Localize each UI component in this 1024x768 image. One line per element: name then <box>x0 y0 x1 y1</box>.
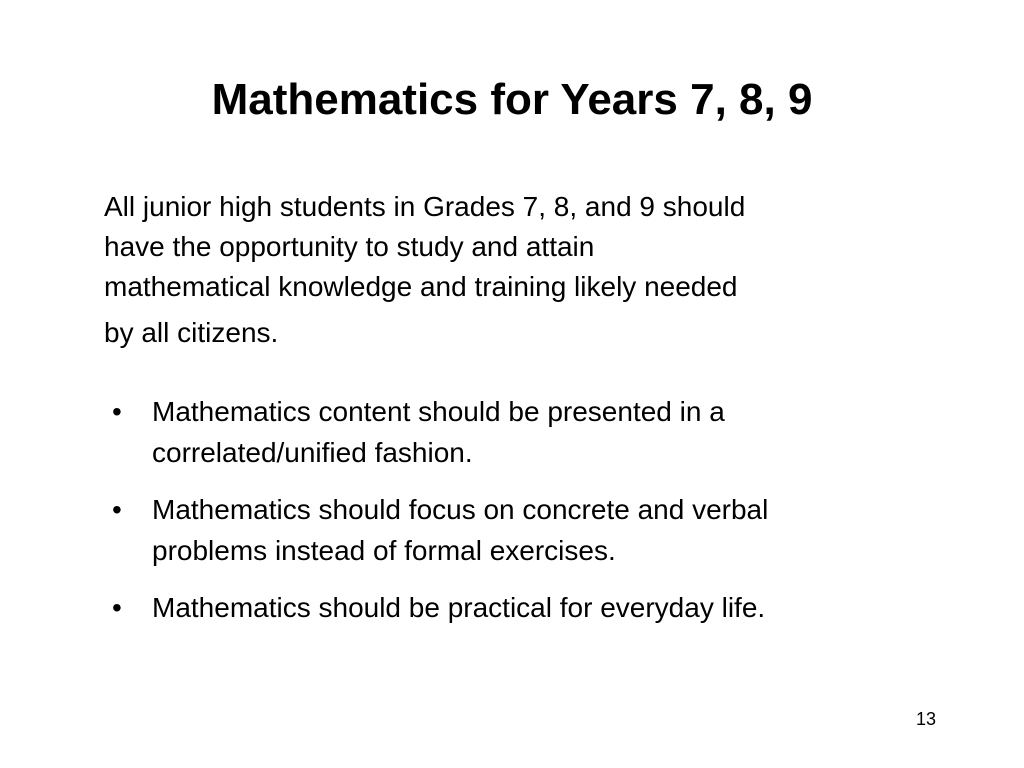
intro-paragraph <box>104 187 924 353</box>
bullet-icon: • <box>112 396 122 427</box>
bullet-item <box>104 391 924 473</box>
bullet-text: Mathematics should be practical for everyday life. <box>152 592 766 623</box>
page-number: 13 <box>915 709 936 729</box>
intro-line: All junior high students in Grades 7, 8, and 9 should <box>104 191 746 222</box>
bullet-list <box>104 391 924 644</box>
bullet-text: correlated/unified fashion. <box>152 437 473 468</box>
bullet-icon: • <box>112 592 122 623</box>
bullet-text: Mathematics content should be presented in a <box>152 396 725 427</box>
bullet-text: problems instead of formal exercises. <box>152 535 616 566</box>
bullet-item <box>104 489 924 571</box>
intro-line: mathematical knowledge and training likely needed <box>104 271 738 302</box>
intro-line: by all citizens. <box>104 317 279 348</box>
intro-line: have the opportunity to study and attain <box>104 231 595 262</box>
bullet-text: Mathematics should focus on concrete and verbal <box>152 494 769 525</box>
bullet-icon: • <box>112 494 122 525</box>
slide-title: Mathematics for Years 7, 8, 9 <box>211 75 813 124</box>
bullet-item <box>104 587 924 628</box>
